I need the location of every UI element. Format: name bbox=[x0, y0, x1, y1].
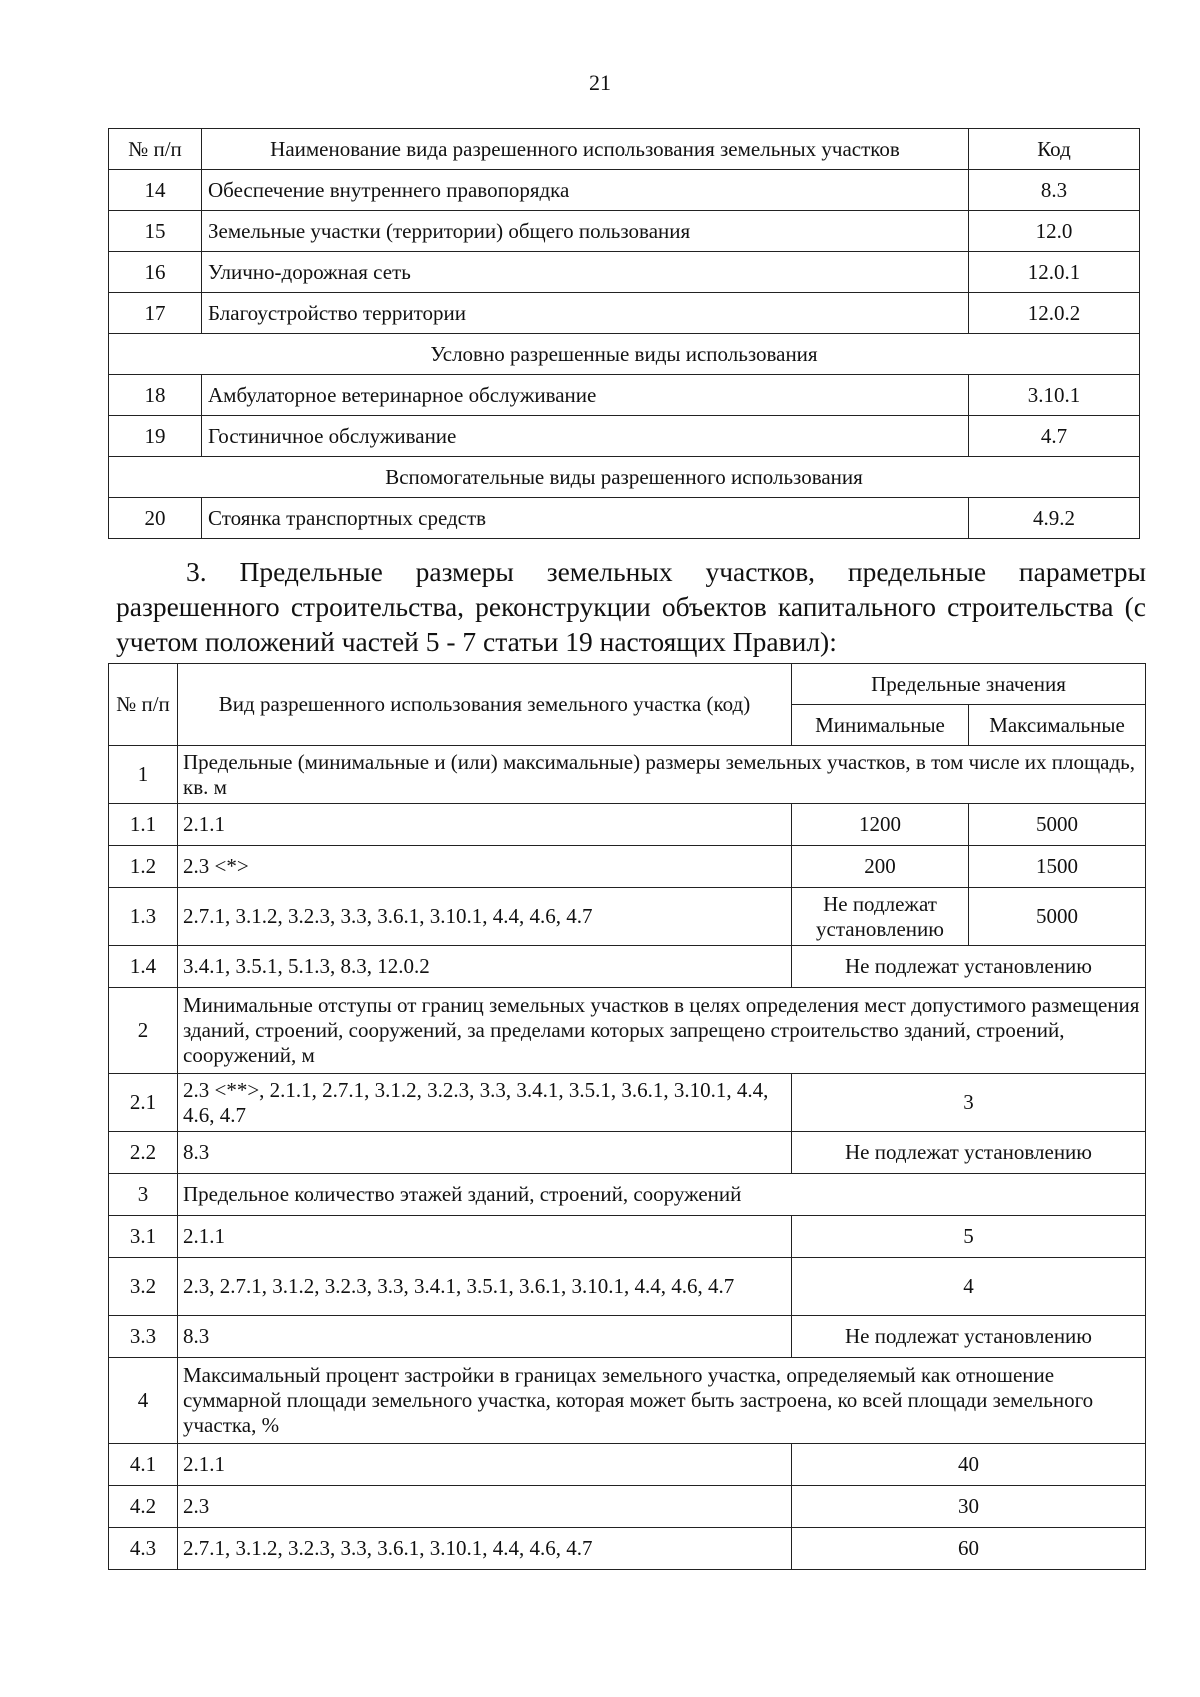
section-auxiliary-uses: Вспомогательные виды разрешенного использования bbox=[109, 457, 1140, 498]
table-row bbox=[109, 170, 1140, 211]
row-num: 2.1 bbox=[109, 1074, 178, 1132]
row-type: 3.4.1, 3.5.1, 5.1.3, 8.3, 12.0.2 bbox=[178, 946, 792, 988]
row-num: 15 bbox=[109, 211, 202, 252]
table-row bbox=[109, 1132, 1146, 1174]
row-min: 1200 bbox=[792, 804, 969, 846]
row-num: 1 bbox=[109, 746, 178, 804]
section-row bbox=[109, 988, 1146, 1074]
table-row bbox=[109, 1074, 1146, 1132]
row-type: 2.3, 2.7.1, 3.1.2, 3.2.3, 3.3, 3.4.1, 3.5.1, 3.6.1, 3.10.1, 4.4, 4.6, 4.7 bbox=[178, 1258, 792, 1316]
permitted-uses-table bbox=[108, 128, 1140, 539]
row-type: 8.3 bbox=[178, 1132, 792, 1174]
table-row bbox=[109, 252, 1140, 293]
header-num: № п/п bbox=[109, 129, 202, 170]
row-num: 16 bbox=[109, 252, 202, 293]
table-row bbox=[109, 888, 1146, 946]
table-row bbox=[109, 498, 1140, 539]
row-type: 2.1.1 bbox=[178, 1216, 792, 1258]
section-text: Предельное количество этажей зданий, строений, сооружений bbox=[178, 1174, 1146, 1216]
row-num: 1.2 bbox=[109, 846, 178, 888]
row-num: 4.1 bbox=[109, 1444, 178, 1486]
row-num: 20 bbox=[109, 498, 202, 539]
page-number: 21 bbox=[589, 70, 611, 95]
row-value: 40 bbox=[792, 1444, 1146, 1486]
header-max: Максимальные bbox=[969, 705, 1146, 746]
row-value: Не подлежат установлению bbox=[792, 1316, 1146, 1358]
section-text: Минимальные отступы от границ земельных участков в целях определения мест допустимого размещения зданий, строений, сооружений, за пределами которых запрещено строительство зданий, строений, сооружений, м bbox=[178, 988, 1146, 1074]
row-min: Не подлежат установлению bbox=[792, 888, 969, 946]
row-type: 8.3 bbox=[178, 1316, 792, 1358]
row-code: 4.7 bbox=[969, 416, 1140, 457]
row-num: 3.1 bbox=[109, 1216, 178, 1258]
row-num: 19 bbox=[109, 416, 202, 457]
row-num: 17 bbox=[109, 293, 202, 334]
row-value: 3 bbox=[792, 1074, 1146, 1132]
row-min: 200 bbox=[792, 846, 969, 888]
row-type: 2.7.1, 3.1.2, 3.2.3, 3.3, 3.6.1, 3.10.1, 4.4, 4.6, 4.7 bbox=[178, 888, 792, 946]
row-name: Улично-дорожная сеть bbox=[202, 252, 969, 293]
header-type: Вид разрешенного использования земельного участка (код) bbox=[178, 664, 792, 746]
row-max: 5000 bbox=[969, 888, 1146, 946]
header-name: Наименование вида разрешенного использования земельных участков bbox=[202, 129, 969, 170]
row-value: 30 bbox=[792, 1486, 1146, 1528]
row-type: 2.3 <*> bbox=[178, 846, 792, 888]
row-code: 12.0 bbox=[969, 211, 1140, 252]
row-value: 5 bbox=[792, 1216, 1146, 1258]
table-row bbox=[109, 846, 1146, 888]
limit-parameters-table bbox=[108, 663, 1146, 1570]
row-type: 2.1.1 bbox=[178, 804, 792, 846]
row-code: 3.10.1 bbox=[969, 375, 1140, 416]
table-header-row bbox=[109, 129, 1140, 170]
row-name: Гостиничное обслуживание bbox=[202, 416, 969, 457]
header-code: Код bbox=[969, 129, 1140, 170]
row-name: Амбулаторное ветеринарное обслуживание bbox=[202, 375, 969, 416]
row-type: 2.7.1, 3.1.2, 3.2.3, 3.3, 3.6.1, 3.10.1, 4.4, 4.6, 4.7 bbox=[178, 1528, 792, 1570]
table-row bbox=[109, 293, 1140, 334]
row-type: 2.3 <**>, 2.1.1, 2.7.1, 3.1.2, 3.2.3, 3.3, 3.4.1, 3.5.1, 3.6.1, 3.10.1, 4.4, 4.6, 4.7 bbox=[178, 1074, 792, 1132]
row-name: Обеспечение внутреннего правопорядка bbox=[202, 170, 969, 211]
row-max: 1500 bbox=[969, 846, 1146, 888]
section-conditional-uses: Условно разрешенные виды использования bbox=[109, 334, 1140, 375]
row-num: 3.2 bbox=[109, 1258, 178, 1316]
row-code: 4.9.2 bbox=[969, 498, 1140, 539]
row-value: Не подлежат установлению bbox=[792, 1132, 1146, 1174]
table-row bbox=[109, 1316, 1146, 1358]
row-type: 2.3 bbox=[178, 1486, 792, 1528]
row-num: 2 bbox=[109, 988, 178, 1074]
row-max: 5000 bbox=[969, 804, 1146, 846]
row-num: 18 bbox=[109, 375, 202, 416]
table-row bbox=[109, 1444, 1146, 1486]
row-num: 3 bbox=[109, 1174, 178, 1216]
table-row bbox=[109, 804, 1146, 846]
table-row bbox=[109, 211, 1140, 252]
table-row bbox=[109, 1528, 1146, 1570]
header-limits: Предельные значения bbox=[792, 664, 1146, 705]
table-row bbox=[109, 1486, 1146, 1528]
table-header-row bbox=[109, 664, 1146, 705]
section-paragraph: 3. Предельные размеры земельных участков, предельные параметры разрешенного строительства, реконструкции объектов капитального строительства (с учетом положений частей 5 - 7 статьи 19 настоящих Правил): bbox=[116, 556, 1146, 657]
row-value: 60 bbox=[792, 1528, 1146, 1570]
row-num: 2.2 bbox=[109, 1132, 178, 1174]
row-code: 8.3 bbox=[969, 170, 1140, 211]
row-value: 4 bbox=[792, 1258, 1146, 1316]
table-row bbox=[109, 416, 1140, 457]
row-name: Благоустройство территории bbox=[202, 293, 969, 334]
row-type: 2.1.1 bbox=[178, 1444, 792, 1486]
section-text: Максимальный процент застройки в границах земельного участка, определяемый как отношение суммарной площади земельного участка, которая может быть застроена, ко всей площади земельного участка, % bbox=[178, 1358, 1146, 1444]
section-text: Предельные (минимальные и (или) максимальные) размеры земельных участков, в том числе их площадь, кв. м bbox=[178, 746, 1146, 804]
row-value: Не подлежат установлению bbox=[792, 946, 1146, 988]
table-row bbox=[109, 946, 1146, 988]
row-num: 1.1 bbox=[109, 804, 178, 846]
row-code: 12.0.1 bbox=[969, 252, 1140, 293]
header-min: Минимальные bbox=[792, 705, 969, 746]
row-num: 4 bbox=[109, 1358, 178, 1444]
row-num: 14 bbox=[109, 170, 202, 211]
table-row bbox=[109, 1216, 1146, 1258]
row-name: Стоянка транспортных средств bbox=[202, 498, 969, 539]
header-num: № п/п bbox=[109, 664, 178, 746]
row-name: Земельные участки (территории) общего пользования bbox=[202, 211, 969, 252]
row-num: 4.3 bbox=[109, 1528, 178, 1570]
section-row bbox=[109, 1358, 1146, 1444]
table-row bbox=[109, 1258, 1146, 1316]
row-num: 1.3 bbox=[109, 888, 178, 946]
section-row bbox=[109, 1174, 1146, 1216]
row-num: 3.3 bbox=[109, 1316, 178, 1358]
section-row bbox=[109, 746, 1146, 804]
row-num: 1.4 bbox=[109, 946, 178, 988]
section-row bbox=[109, 457, 1140, 498]
table-row bbox=[109, 375, 1140, 416]
row-code: 12.0.2 bbox=[969, 293, 1140, 334]
row-num: 4.2 bbox=[109, 1486, 178, 1528]
section-row bbox=[109, 334, 1140, 375]
